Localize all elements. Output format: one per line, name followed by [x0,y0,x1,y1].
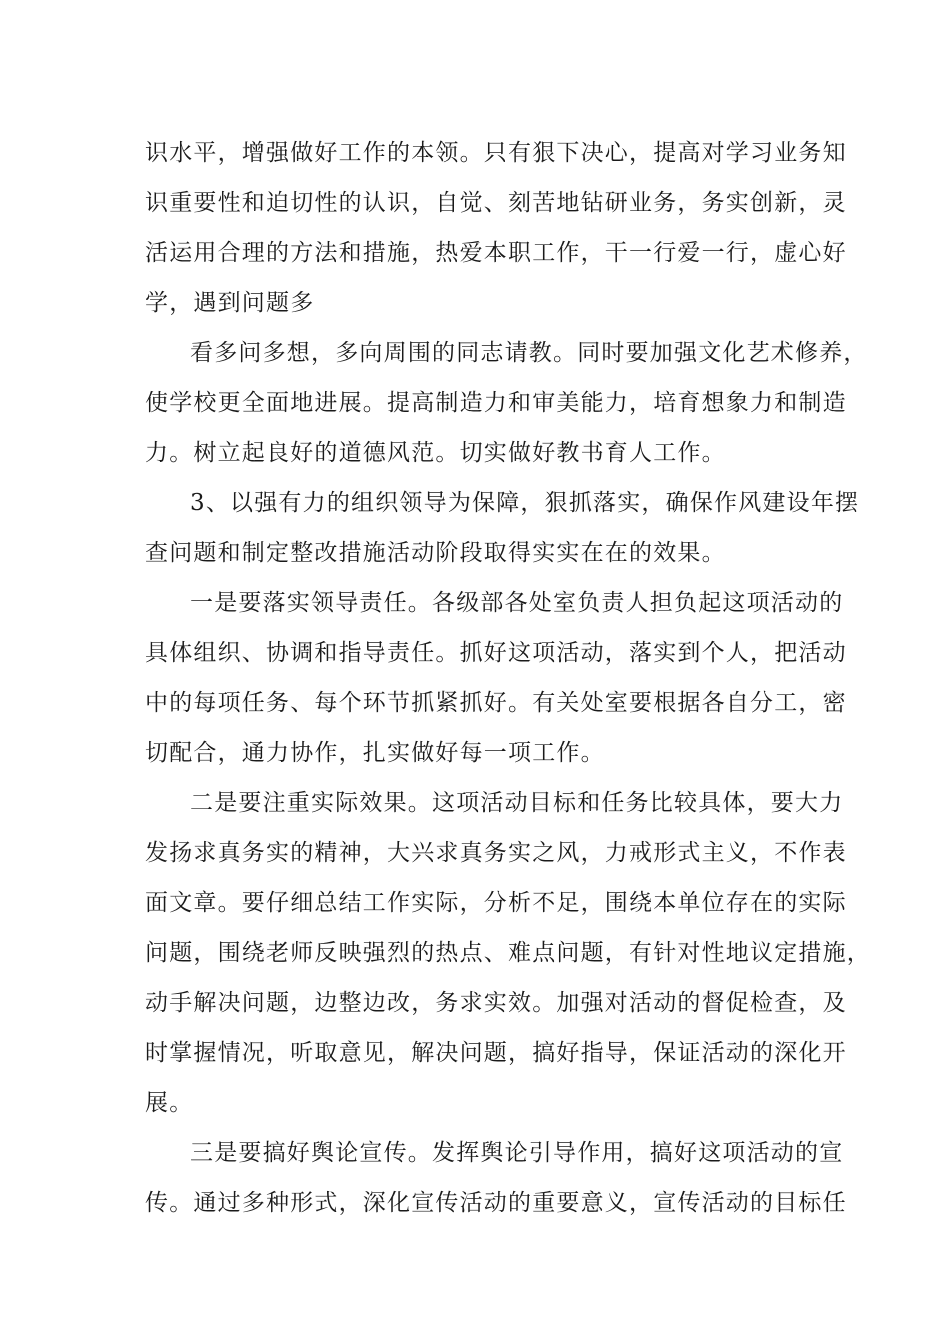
text-line: 中的每项任务、每个环节抓紧抓好。有关处室要根据各自分工，密 [145,690,847,716]
paragraph-first-line: 二是要注重实际效果。这项活动目标和任务比较具体，要大力 [190,790,844,816]
text-line: 展。 [145,1090,194,1116]
text-line: 切配合，通力协作，扎实做好每一项工作。 [145,740,605,766]
paragraph-first-line: 一是要落实领导责任。各级部各处室负责人担负起这项活动的 [190,590,844,616]
text-line: 识水平，增强做好工作的本领。只有狠下决心，提高对学习业务知 [145,140,847,166]
text-line: 使学校更全面地进展。提高制造力和审美能力，培育想象力和制造 [145,390,847,416]
text-line: 发扬求真务实的精神，大兴求真务实之风，力戒形式主义，不作表 [145,840,847,866]
paragraph-first-line: 3、以强有力的组织领导为保障，狠抓落实，确保作风建设年摆 [190,490,860,516]
text-line: 识重要性和迫切性的认识，自觉、刻苦地钻研业务，务实创新，灵 [145,190,847,216]
paragraph-first-line: 看多问多想，多向周围的同志请教。同时要加强文化艺术修养， [190,340,868,366]
text-line: 动手解决问题，边整边改，务求实效。加强对活动的督促检查，及 [145,990,847,1016]
paragraph-first-line: 三是要搞好舆论宣传。发挥舆论引导作用，搞好这项活动的宣 [190,1140,844,1166]
text-line: 查问题和制定整改措施活动阶段取得实实在在的效果。 [145,540,726,566]
text-line: 时掌握情况，听取意见，解决问题，搞好指导，保证活动的深化开 [145,1040,847,1066]
text-line: 学，遇到问题多 [145,290,315,316]
text-line: 传。通过多种形式，深化宣传活动的重要意义，宣传活动的目标任 [145,1190,847,1216]
text-line: 活运用合理的方法和措施，热爱本职工作，干一行爱一行，虚心好 [145,240,847,266]
text-line: 问题，围绕老师反映强烈的热点、难点问题，有针对性地议定措施， [145,940,871,966]
text-line: 具体组织、协调和指导责任。抓好这项活动，落实到个人，把活动 [145,640,847,666]
text-line: 面文章。要仔细总结工作实际，分析不足，围绕本单位存在的实际 [145,890,847,916]
text-line: 力。树立起良好的道德风范。切实做好教书育人工作。 [145,440,726,466]
